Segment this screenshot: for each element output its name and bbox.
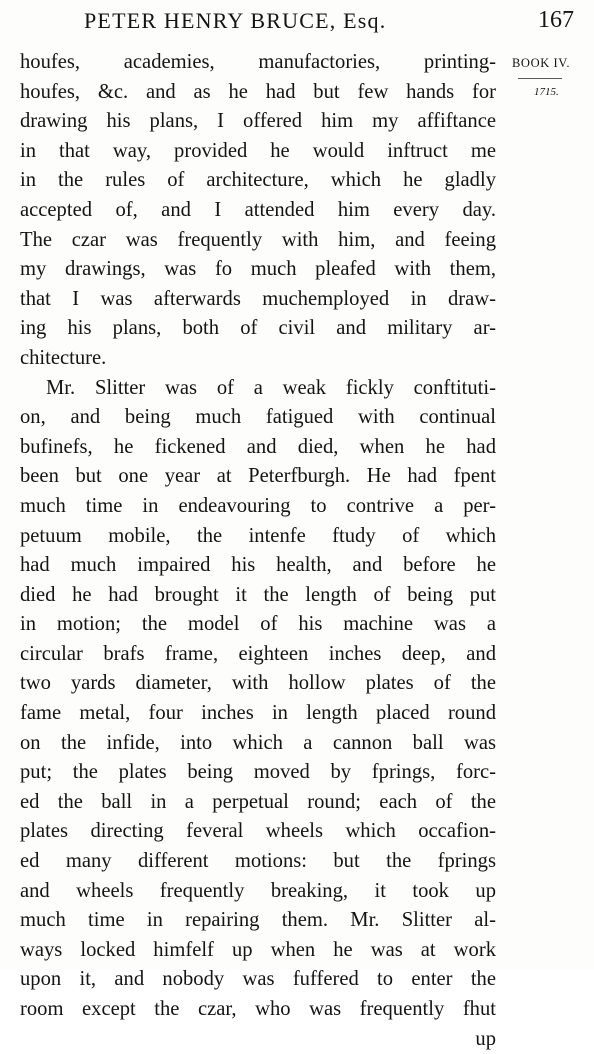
margin-book-label: BOOK IV. [512, 56, 571, 70]
text-line: bufinefs, he fickened and died, when he had [20, 435, 496, 458]
body-text [20, 48, 496, 1054]
text-line: in motion; the model of his machine was a [20, 613, 496, 636]
text-line: ways locked himfelf up when he was at work [20, 938, 496, 961]
text-line: in the rules of architecture, which he gladly [20, 169, 496, 192]
text-line: much time in repairing them. Mr. Slitter al- [20, 909, 496, 932]
text-line: on the infide, into which a cannon ball was [20, 731, 496, 754]
text-line: my drawings, was fo much pleafed with them, [20, 258, 496, 281]
page-number: 167 [538, 7, 574, 33]
catchword: up [475, 1027, 496, 1050]
text-line: much time in endeavouring to contrive a per- [20, 494, 496, 517]
text-line: ing his plans, both of civil and military ar- [20, 317, 496, 340]
text-line: houfes, academies, manufactories, printing- [20, 51, 496, 73]
text-line: on, and being much fatigued with continual [20, 406, 496, 429]
text-line: put; the plates being moved by fprings, forc- [20, 761, 496, 784]
running-title: PETER HENRY BRUCE, Esq. [84, 8, 387, 33]
text-line: died he had brought it the length of being put [20, 583, 496, 606]
text-line: that I was afterwards muchemployed in draw- [20, 287, 496, 310]
text-line: circular brafs frame, eighteen inches deep, and [20, 642, 496, 665]
text-line: and wheels frequently breaking, it took up [20, 879, 496, 902]
text-line: ed many different motions: but the fprings [20, 850, 496, 873]
margin-note [510, 56, 586, 116]
text-line: room except the czar, who was frequently fhut [20, 998, 496, 1020]
text-line: ed the ball in a perpetual round; each of the [20, 790, 496, 813]
text-line: The czar was frequently with him, and feeing [20, 228, 496, 251]
text-line-paragraph-end: chitecture. [20, 346, 107, 369]
margin-year: 1715. [534, 86, 559, 98]
text-line: drawing his plans, I offered him my affiftance [20, 110, 496, 133]
text-line-paragraph-start: Mr. Slitter was of a weak fickly conftituti- [46, 376, 496, 399]
text-line: fame metal, four inches in length placed round [20, 702, 496, 725]
text-line: had much impaired his health, and before he [20, 554, 496, 577]
text-line: two yards diameter, with hollow plates of the [20, 672, 496, 695]
text-line: been but one year at Peterfburgh. He had fpent [20, 465, 496, 488]
text-line: houfes, &c. and as he had but few hands for [20, 80, 496, 103]
text-line: in that way, provided he would inftruct me [20, 139, 496, 162]
text-line: upon it, and nobody was fuffered to enter the [20, 968, 496, 991]
margin-rule [518, 78, 562, 79]
text-line: petuum mobile, the intenfe ftudy of which [20, 524, 496, 547]
text-line: plates directing feveral wheels which occafion- [20, 820, 496, 843]
text-line: accepted of, and I attended him every day. [20, 198, 496, 221]
running-head [20, 6, 574, 40]
